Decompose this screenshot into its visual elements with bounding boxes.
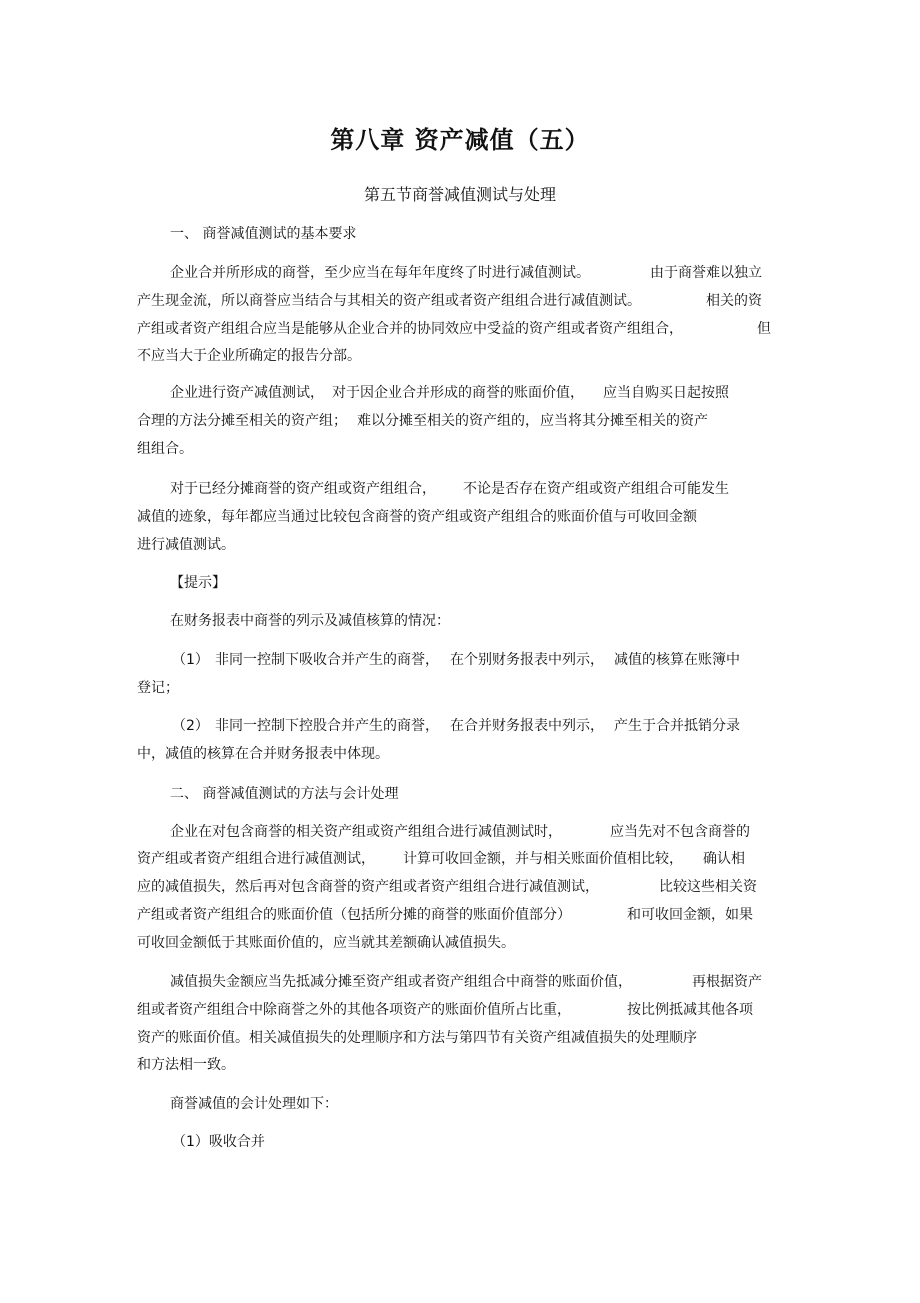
text-line: 但 <box>757 321 771 337</box>
text-line: 产组或者资产组组合的账面价值（包括所分摊的商誉的账面价值部分） <box>137 907 571 923</box>
text-line: 不论是否存在资产组或资产组组合可能发生 <box>463 481 729 497</box>
text-line: 相关的资 <box>706 293 762 309</box>
text-line: 在合并财务报表中列示， <box>450 718 604 734</box>
text-line: 和方法相一致。 <box>137 1057 235 1073</box>
page-title: 第八章 资产减值（五） <box>330 126 590 154</box>
text-line: 由于商誉难以独立 <box>650 265 762 281</box>
paragraph-4: 在财务报表中商誉的列示及减值核算的情况： <box>170 613 450 629</box>
text-line: 非同一控制下吸收合并产生的商誉， <box>215 652 439 668</box>
text-line: 企业在对包含商誉的相关资产组或资产组组合进行减值测试时， <box>170 824 562 840</box>
paragraph-7: 商誉减值的会计处理如下： <box>170 1096 338 1112</box>
text-line: （1） <box>172 652 209 668</box>
heading-2: 二、 商誉减值测试的方法与会计处理 <box>170 786 399 802</box>
text-line: 难以分摊至相关的资产组的， <box>357 413 539 429</box>
text-line: 企业进行资产减值测试， <box>170 385 324 401</box>
text-line: 中，减值的核算在合并财务报表中体现。 <box>137 746 389 762</box>
text-line: 计算可收回金额，并与相关账面价值相比较， <box>403 851 683 867</box>
text-line: 应当自购买日起按照 <box>603 385 729 401</box>
text-line: （2） <box>172 718 209 734</box>
list-item-3: （1）吸收合并 <box>172 1134 265 1150</box>
text-line: 资产组或者资产组组合进行减值测试， <box>137 851 375 867</box>
text-line: 产生现金流，所以商誉应当结合与其相关的资产组或者资产组组合进行减值测试。 <box>137 293 641 309</box>
text-line: 按比例抵减其他各项 <box>627 1002 753 1018</box>
text-line: 登记； <box>137 680 179 696</box>
text-line: 产组或者资产组组合应当是能够从企业合并的协同效应中受益的资产组或者资产组组合， <box>137 321 683 337</box>
text-line: 比较这些相关资 <box>659 879 757 895</box>
text-line: 应当将其分摊至相关的资产 <box>540 413 708 429</box>
heading-1: 一、 商誉减值测试的基本要求 <box>170 226 357 242</box>
text-line: 产生于合并抵销分录 <box>614 718 740 734</box>
text-line: 对于因企业合并形成的商誉的账面价值， <box>332 385 584 401</box>
tip-label: 【提示】 <box>170 575 226 591</box>
text-line: 减值的迹象，每年都应当通过比较包含商誉的资产组或资产组组合的账面价值与可收回金额 <box>137 509 697 525</box>
text-line: 和可收回金额，如果 <box>627 907 753 923</box>
text-line: 进行减值测试。 <box>137 537 235 553</box>
text-line: 对于已经分摊商誉的资产组或资产组组合， <box>170 481 436 497</box>
text-line: 在个别财务报表中列示， <box>450 652 604 668</box>
text-line: 应的减值损失，然后再对包含商誉的资产组或者资产组组合进行减值测试， <box>137 879 599 895</box>
text-line: 非同一控制下控股合并产生的商誉， <box>215 718 439 734</box>
section-subtitle: 第五节商誉减值测试与处理 <box>363 185 556 204</box>
text-line: 减值损失金额应当先抵减分摊至资产组或者资产组组合中商誉的账面价值， <box>170 974 632 990</box>
text-line: 不应当大于企业所确定的报告分部。 <box>137 348 361 364</box>
text-line: 企业合并所形成的商誉，至少应当在每年年度终了时进行减值测试。 <box>170 265 590 281</box>
text-line: 组或者资产组组合中除商誉之外的其他各项资产的账面价值所占比重， <box>137 1002 571 1018</box>
text-line: 可收回金额低于其账面价值的，应当就其差额确认减值损失。 <box>137 935 515 951</box>
text-line: 组组合。 <box>137 441 193 457</box>
text-line: 确认相 <box>703 851 745 867</box>
text-line: 合理的方法分摊至相关的资产组； <box>137 413 347 429</box>
text-line: 再根据资产 <box>692 974 762 990</box>
text-line: 应当先对不包含商誉的 <box>610 824 750 840</box>
text-line: 减值的核算在账簿中 <box>614 652 740 668</box>
text-line: 资产的账面价值。相关减值损失的处理顺序和方法与第四节有关资产组减值损失的处理顺序 <box>137 1030 697 1046</box>
